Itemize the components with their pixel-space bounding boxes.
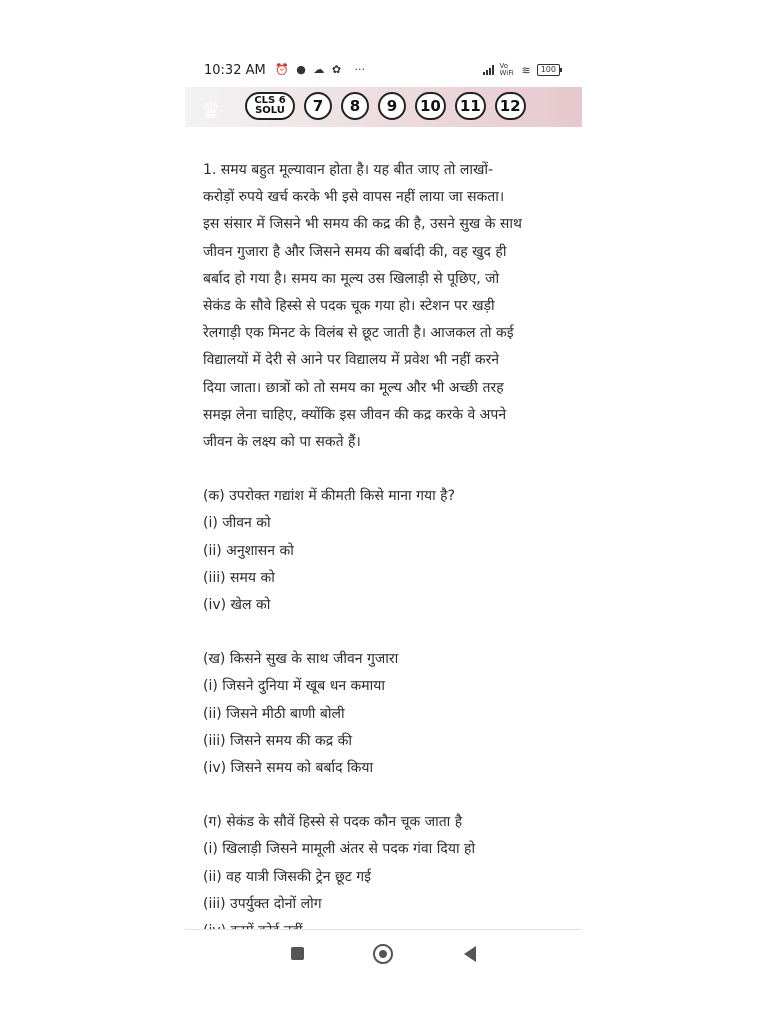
passage-line: करोड़ों रुपये खर्च करके भी इसे वापस नहीं लाया जा सकता।	[203, 189, 505, 206]
question-text: (क) उपरोक्त गद्यांश में कीमती किसे माना गया है?	[203, 488, 456, 505]
home-circle-icon[interactable]	[373, 944, 393, 964]
option: (iv) खेल को	[203, 597, 271, 614]
passage-line: 1. समय बहुत मूल्यावान होता है। यह बीत जाए तो लाखों-	[203, 162, 494, 178]
app-icon: ✿	[331, 63, 342, 76]
option: (iii) जिसने समय की कद्र की	[203, 732, 352, 749]
cloud-icon: ☁	[313, 63, 325, 76]
status-time: 10:32 AM	[204, 63, 266, 78]
passage-line: जीवन गुजारा है और जिसने समय की बर्बादी की, वह खुद ही	[203, 243, 507, 260]
class-11-button[interactable]: 11	[455, 92, 486, 120]
passage	[203, 157, 568, 456]
article-content	[203, 157, 568, 945]
option: (ii) अनुशासन को	[203, 542, 294, 559]
passage-line: रेलगाड़ी एक मिनट के विलंब से छूट जाती है। आजकल तो कई	[203, 325, 514, 342]
question-block-kha	[203, 646, 568, 782]
button-label-line2: SOLU	[255, 105, 285, 116]
option: (iii) उपर्युक्त दोनों लोग	[203, 895, 322, 912]
battery-icon: 100	[537, 64, 560, 76]
class-buttons	[245, 92, 526, 120]
passage-line: इस संसार में जिसने भी समय की कद्र की है, उसने सुख के साथ	[203, 216, 522, 233]
signal-icon	[483, 65, 494, 75]
status-bar	[185, 55, 582, 87]
crown-icon: ♛	[201, 99, 221, 124]
question-text: (ख) किसने सुख के साथ जीवन गुजारा	[203, 651, 399, 668]
option: (ii) वह यात्री जिसकी ट्रेन छूट गई	[203, 868, 372, 885]
option: (iv) जिसने समय को बर्बाद किया	[203, 760, 374, 777]
passage-line: बर्बाद हो गया है। समय का मूल्य उस खिलाड़ी से पूछिए, जो	[203, 270, 500, 287]
option: (i) खिलाड़ी जिसने मामूली अंतर से पदक गंवा दिया हो	[203, 841, 476, 858]
chat-icon: ●	[296, 63, 306, 76]
class-9-button[interactable]: 9	[378, 92, 406, 120]
option: (iii) समय को	[203, 569, 275, 586]
passage-line: समझ लेना चाहिए, क्योंकि इस जीवन की कद्र करके वे अपने	[203, 406, 507, 423]
passage-line: विद्यालयों में देरी से आने पर विद्यालय में प्रवेश भी नहीं करने	[203, 352, 500, 369]
question-text: (ग) सेकंड के सौवें हिस्से से पदक कौन चूक जाता है	[203, 814, 463, 831]
passage-line: दिया जाता। छात्रों को तो समय का मूल्य और भी अच्छी तरह	[203, 379, 504, 396]
class-6-solutions-button[interactable]	[245, 92, 295, 120]
class-7-button[interactable]: 7	[304, 92, 332, 120]
phone-screen	[185, 55, 582, 985]
passage-line: जीवन के लक्ष्य को पा सकते हैं।	[203, 434, 361, 451]
question-block-ga	[203, 809, 568, 945]
alarm-icon: ⏰	[275, 63, 289, 76]
option: (i) जीवन को	[203, 515, 271, 532]
class-10-button[interactable]: 10	[415, 92, 446, 120]
class-12-button[interactable]: 12	[495, 92, 526, 120]
class-selector-banner	[185, 87, 582, 127]
more-icon: ···	[354, 63, 366, 76]
back-triangle-icon[interactable]	[464, 946, 476, 962]
scroll-viewport[interactable]	[185, 55, 582, 925]
button-label-line1: CLS 6	[254, 95, 286, 106]
vowifi-label: Vo WiFi	[499, 62, 514, 77]
option: (ii) जिसने मीठी बाणी बोली	[203, 705, 345, 722]
passage-line: सेकंड के सौवे हिस्से से पदक चूक गया हो। स्टेशन पर खड़ी	[203, 298, 495, 315]
option: (i) जिसने दुनिया में खूब धन कमाया	[203, 678, 386, 695]
recents-square-icon[interactable]	[291, 947, 304, 960]
wifi-icon: ≋	[521, 63, 531, 77]
status-right	[483, 63, 561, 77]
status-left-icons	[275, 63, 369, 76]
class-8-button[interactable]: 8	[341, 92, 369, 120]
navigation-bar	[185, 930, 582, 985]
question-block-ka	[203, 483, 568, 619]
